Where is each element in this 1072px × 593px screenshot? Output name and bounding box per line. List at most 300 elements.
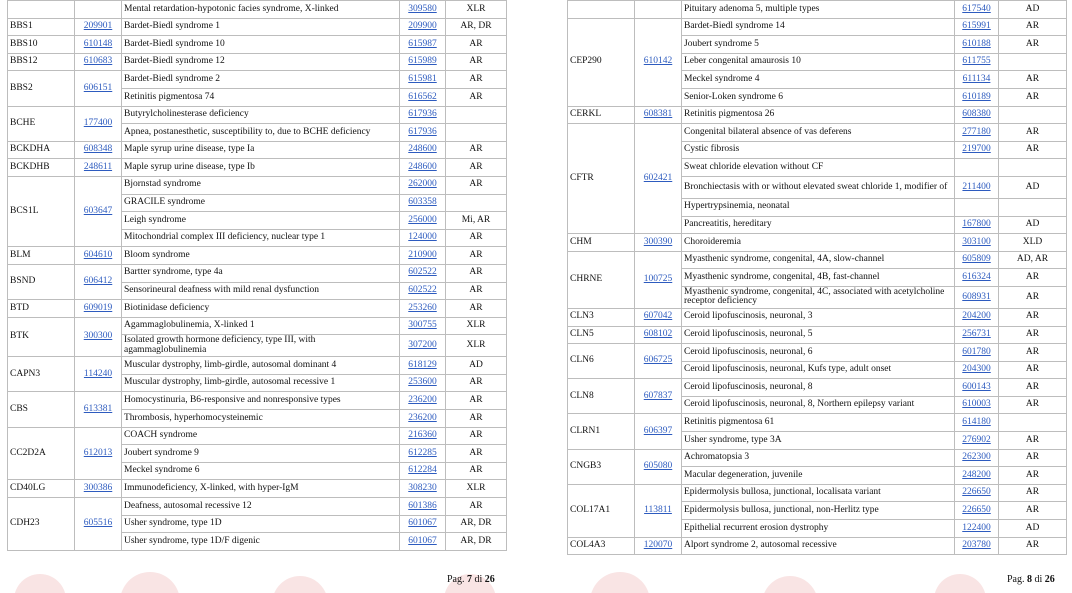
inheritance-cell: XLD — [999, 234, 1067, 252]
phenotype-cell: Bartter syndrome, type 4a — [122, 264, 400, 282]
phenotype-mim-cell — [955, 124, 999, 142]
gene-symbol-cell: BBS10 — [8, 36, 75, 54]
gene-mim-link[interactable]: 608381 — [643, 109, 673, 120]
gene-mim-link[interactable]: 177400 — [83, 117, 113, 128]
phenotype-cell: Senior-Loken syndrome 6 — [682, 88, 955, 106]
inheritance-cell — [999, 53, 1067, 71]
gene-mim-link[interactable]: 120070 — [643, 540, 673, 551]
inheritance-cell: AR — [999, 432, 1067, 450]
inheritance-cell: XLR — [446, 1, 507, 19]
gene-mim-cell — [75, 264, 122, 299]
gene-mim-cell — [635, 344, 682, 379]
phenotype-cell: Meckel syndrome 4 — [682, 71, 955, 89]
gene-mim-cell — [75, 498, 122, 551]
phenotype-mim-link[interactable]: 236200 — [408, 395, 437, 406]
phenotype-mim-link[interactable]: 204300 — [962, 364, 991, 375]
phenotype-mim-cell — [400, 515, 446, 533]
inheritance-cell: AR — [999, 484, 1067, 502]
phenotype-cell: Retinitis pigmentosa 61 — [682, 414, 955, 432]
phenotype-cell: Sensorineural deafness with mild renal dysfunction — [122, 282, 400, 300]
inheritance-cell — [999, 106, 1067, 124]
page-number: Pag. 8 di 26 — [1007, 574, 1055, 585]
phenotype-mim-cell — [400, 106, 446, 124]
phenotype-cell: Bloom syndrome — [122, 247, 400, 265]
table-row — [568, 326, 1067, 344]
gene-mim-cell — [635, 1, 682, 19]
inheritance-cell: AR — [446, 392, 507, 410]
phenotype-mim-link[interactable]: 615989 — [408, 56, 437, 67]
table-row — [568, 234, 1067, 252]
phenotype-mim-link[interactable]: 276902 — [962, 434, 991, 445]
table-row — [8, 18, 507, 36]
phenotype-mim-cell — [955, 361, 999, 379]
inheritance-cell: AR — [446, 462, 507, 480]
gene-mim-cell — [75, 317, 122, 357]
gene-mim-link[interactable]: 610683 — [83, 56, 113, 67]
gene-symbol-cell: CLN3 — [568, 308, 635, 326]
page-number: Pag. 7 di 26 — [447, 574, 495, 585]
inheritance-cell: AR — [999, 308, 1067, 326]
phenotype-mim-link[interactable]: 262000 — [408, 179, 437, 190]
phenotype-mim-cell — [955, 216, 999, 234]
phenotype-cell: Joubert syndrome 9 — [122, 445, 400, 463]
phenotype-mim-link[interactable]: 226650 — [962, 504, 991, 515]
phenotype-mim-cell — [400, 194, 446, 212]
gene-mim-link[interactable]: 602421 — [643, 172, 673, 183]
table-row — [8, 264, 507, 282]
gene-mim-link[interactable]: 605516 — [83, 518, 113, 529]
inheritance-cell: AR — [446, 498, 507, 516]
gene-symbol-cell: BLM — [8, 247, 75, 265]
phenotype-mim-link[interactable]: 253600 — [408, 377, 437, 388]
phenotype-mim-cell — [955, 379, 999, 397]
phenotype-mim-link[interactable]: 611755 — [962, 56, 991, 67]
phenotype-mim-link[interactable]: 256000 — [408, 214, 437, 225]
gene-symbol-cell: BTD — [8, 300, 75, 318]
gene-symbol-cell: CLN5 — [568, 326, 635, 344]
gene-mim-cell — [75, 427, 122, 480]
gene-mim-cell — [75, 106, 122, 141]
inheritance-cell: AD — [446, 357, 507, 375]
inheritance-cell: AR — [999, 18, 1067, 36]
phenotype-mim-link[interactable]: 610003 — [962, 399, 991, 410]
gene-mim-link[interactable]: 300386 — [83, 482, 113, 493]
gene-symbol-cell: BCHE — [8, 106, 75, 141]
phenotype-cell: Butyrylcholinesterase deficiency — [122, 106, 400, 124]
phenotype-mim-link[interactable]: 610189 — [962, 91, 991, 102]
phenotype-mim-cell — [955, 234, 999, 252]
phenotype-mim-cell — [400, 264, 446, 282]
phenotype-mim-cell — [400, 141, 446, 159]
inheritance-cell: AR — [999, 326, 1067, 344]
phenotype-mim-link[interactable]: 236200 — [408, 412, 437, 423]
phenotype-mim-link[interactable]: 211400 — [962, 181, 991, 192]
gene-mim-link[interactable]: 605080 — [643, 461, 673, 471]
gene-mim-link[interactable]: 609019 — [83, 302, 113, 313]
phenotype-mim-link[interactable]: 610188 — [962, 38, 991, 49]
table-row — [8, 36, 507, 54]
phenotype-mim-link[interactable]: 615987 — [408, 38, 437, 49]
phenotype-mim-link[interactable]: 204200 — [962, 311, 991, 322]
inheritance-cell: AR — [999, 344, 1067, 362]
phenotype-mim-link[interactable]: 601386 — [408, 500, 437, 511]
table-row — [8, 480, 507, 498]
gene-mim-cell — [635, 106, 682, 124]
phenotype-cell: Thrombosis, hyperhomocysteinemic — [122, 410, 400, 428]
phenotype-cell: Usher syndrome, type 3A — [682, 432, 955, 450]
phenotype-mim-link[interactable]: 616562 — [408, 91, 437, 102]
phenotype-mim-link[interactable]: 601780 — [962, 346, 991, 357]
gene-mim-cell — [75, 18, 122, 36]
gene-mim-link[interactable]: 248611 — [83, 161, 113, 172]
inheritance-cell: AR — [999, 286, 1067, 308]
gene-mim-link[interactable]: 100725 — [643, 274, 673, 285]
phenotype-mim-cell — [400, 480, 446, 498]
phenotype-cell: Mitochondrial complex III deficiency, nuclear type 1 — [122, 229, 400, 247]
gene-symbol-cell: BCKDHB — [8, 159, 75, 177]
gene-mim-cell — [635, 251, 682, 308]
gene-symbol-cell: BTK — [8, 317, 75, 357]
inheritance-cell — [999, 198, 1067, 216]
gene-mim-link[interactable]: 606412 — [83, 276, 113, 287]
inheritance-cell: AR — [446, 282, 507, 300]
phenotype-mim-cell — [400, 410, 446, 428]
phenotype-cell: Sweat chloride elevation without CF — [682, 159, 955, 177]
gene-mim-link[interactable]: 604610 — [83, 249, 113, 260]
phenotype-mim-link[interactable]: 615991 — [962, 21, 991, 32]
inheritance-cell: AR — [999, 396, 1067, 414]
inheritance-cell: XLR — [446, 480, 507, 498]
phenotype-cell: Immunodeficiency, X-linked, with hyper-IgM — [122, 480, 400, 498]
inheritance-cell: AR — [999, 71, 1067, 89]
phenotype-mim-link[interactable]: 605809 — [962, 254, 991, 265]
phenotype-cell: Ceroid lipofuscinosis, neuronal, 6 — [682, 344, 955, 362]
phenotype-cell: Bardet-Biedl syndrome 2 — [122, 71, 400, 89]
phenotype-mim-cell — [400, 1, 446, 19]
gene-symbol-cell — [8, 1, 75, 19]
phenotype-cell: Choroideremia — [682, 234, 955, 252]
inheritance-cell: AR — [446, 88, 507, 106]
inheritance-cell: AR — [446, 229, 507, 247]
phenotype-mim-link[interactable]: 618129 — [408, 359, 437, 370]
phenotype-mim-link[interactable]: 122400 — [962, 522, 991, 533]
inheritance-cell: Mi, AR — [446, 212, 507, 230]
inheritance-cell: AR — [446, 374, 507, 392]
phenotype-mim-cell — [400, 18, 446, 36]
gene-symbol-cell: BBS1 — [8, 18, 75, 36]
phenotype-cell: Achromatopsia 3 — [682, 449, 955, 467]
phenotype-cell: Ceroid lipofuscinosis, neuronal, Kufs type, adult onset — [682, 361, 955, 379]
phenotype-mim-link[interactable]: 614180 — [962, 417, 991, 428]
gene-symbol-cell: CC2D2A — [8, 427, 75, 480]
phenotype-mim-cell — [400, 392, 446, 410]
gene-symbol-cell: CLN6 — [568, 344, 635, 379]
inheritance-cell — [446, 124, 507, 142]
phenotype-mim-link[interactable]: 248600 — [408, 161, 437, 172]
gene-mim-cell — [635, 449, 682, 484]
phenotype-mim-link[interactable]: 612285 — [408, 447, 437, 458]
gene-mim-cell — [75, 176, 122, 246]
phenotype-mim-cell — [400, 282, 446, 300]
gene-mim-link[interactable]: 606151 — [83, 82, 113, 93]
gene-mim-cell — [635, 234, 682, 252]
phenotype-cell: Homocystinuria, B6-responsive and nonresponsive types — [122, 392, 400, 410]
phenotype-mim-link[interactable]: 602522 — [408, 285, 437, 296]
phenotype-mim-link[interactable]: 615981 — [408, 73, 437, 84]
phenotype-mim-link[interactable]: 603358 — [408, 197, 437, 208]
table-row — [8, 317, 507, 335]
phenotype-cell: Hypertrypsinemia, neonatal — [682, 198, 955, 216]
gene-mim-link[interactable]: 608348 — [83, 144, 113, 155]
phenotype-mim-link[interactable]: 617540 — [962, 3, 991, 14]
inheritance-cell: AR — [446, 264, 507, 282]
phenotype-mim-cell — [955, 1, 999, 19]
phenotype-mim-cell — [400, 374, 446, 392]
inheritance-cell — [999, 414, 1067, 432]
table-row — [8, 1, 507, 19]
phenotype-mim-cell — [955, 251, 999, 269]
gene-mim-cell — [75, 300, 122, 318]
phenotype-mim-link[interactable]: 124000 — [408, 232, 437, 243]
gene-table — [567, 0, 1067, 555]
phenotype-mim-link[interactable]: 616324 — [962, 271, 991, 282]
inheritance-cell: AR — [999, 141, 1067, 159]
phenotype-cell: GRACILE syndrome — [122, 194, 400, 212]
phenotype-cell: Congenital bilateral absence of vas deferens — [682, 124, 955, 142]
phenotype-mim-cell — [955, 71, 999, 89]
table-row — [8, 357, 507, 375]
gene-mim-link[interactable]: 209901 — [83, 21, 113, 32]
gene-symbol-cell: CFTR — [568, 124, 635, 234]
table-row — [8, 247, 507, 265]
phenotype-cell: Bardet-Biedl syndrome 14 — [682, 18, 955, 36]
gene-mim-link[interactable]: 610142 — [643, 56, 673, 67]
gene-mim-link[interactable]: 300300 — [83, 331, 113, 342]
gene-mim-cell — [75, 71, 122, 106]
gene-mim-cell — [75, 36, 122, 54]
gene-table-body — [568, 1, 1067, 555]
phenotype-cell: Myasthenic syndrome, congenital, 4A, slow-channel — [682, 251, 955, 269]
phenotype-mim-link[interactable]: 307200 — [408, 340, 437, 351]
phenotype-mim-cell — [955, 414, 999, 432]
gene-symbol-cell: CD40LG — [8, 480, 75, 498]
phenotype-mim-cell — [400, 159, 446, 177]
phenotype-mim-link[interactable]: 248200 — [962, 469, 991, 480]
gene-mim-link[interactable]: 608102 — [643, 329, 673, 340]
gene-mim-cell — [75, 357, 122, 392]
phenotype-mim-cell — [955, 159, 999, 177]
table-row — [568, 449, 1067, 467]
phenotype-cell: Biotinidase deficiency — [122, 300, 400, 318]
phenotype-mim-link[interactable]: 602522 — [408, 267, 437, 278]
inheritance-cell: AR — [446, 159, 507, 177]
phenotype-cell: Retinitis pigmentosa 74 — [122, 88, 400, 106]
gene-mim-cell — [75, 53, 122, 71]
gene-mim-cell — [635, 18, 682, 106]
gene-mim-link[interactable]: 300390 — [643, 236, 673, 247]
inheritance-cell: AR, DR — [446, 533, 507, 551]
phenotype-cell: Mental retardation-hypotonic facies syndrome, X-linked — [122, 1, 400, 19]
phenotype-mim-cell — [400, 88, 446, 106]
gene-symbol-cell: CDH23 — [8, 498, 75, 551]
table-row — [568, 379, 1067, 397]
gene-symbol-cell: CBS — [8, 392, 75, 427]
gene-mim-cell — [635, 414, 682, 449]
inheritance-cell: AD — [999, 216, 1067, 234]
phenotype-mim-link[interactable]: 300755 — [408, 320, 437, 331]
phenotype-cell: Maple syrup urine disease, type Ib — [122, 159, 400, 177]
gene-mim-link[interactable]: 607837 — [643, 390, 673, 401]
phenotype-cell: Ceroid lipofuscinosis, neuronal, 8, Northern epilepsy variant — [682, 396, 955, 414]
table-row — [8, 300, 507, 318]
inheritance-cell: AD — [999, 1, 1067, 19]
gene-symbol-cell: COL17A1 — [568, 484, 635, 537]
phenotype-mim-link[interactable]: 253260 — [408, 302, 437, 313]
gene-mim-link[interactable]: 606725 — [643, 355, 673, 366]
phenotype-mim-cell — [400, 533, 446, 551]
phenotype-mim-link[interactable]: 209900 — [408, 21, 437, 32]
phenotype-mim-link[interactable]: 303100 — [962, 236, 991, 247]
phenotype-mim-link[interactable]: 608931 — [962, 291, 991, 302]
gene-mim-link[interactable]: 613381 — [83, 403, 113, 414]
phenotype-mim-cell — [955, 269, 999, 287]
inheritance-cell: AD — [999, 520, 1067, 538]
phenotype-cell: Epithelial recurrent erosion dystrophy — [682, 520, 955, 538]
phenotype-mim-link[interactable]: 608380 — [962, 109, 991, 120]
gene-mim-link[interactable]: 114240 — [83, 368, 113, 379]
phenotype-mim-cell — [955, 344, 999, 362]
phenotype-mim-link[interactable]: 601067 — [408, 518, 437, 529]
page-left — [7, 0, 506, 585]
table-row — [568, 537, 1067, 555]
phenotype-mim-link[interactable]: 600143 — [962, 381, 991, 392]
phenotype-mim-link[interactable]: 226650 — [962, 487, 991, 498]
inheritance-cell — [446, 106, 507, 124]
gene-mim-link[interactable]: 113811 — [644, 504, 672, 515]
gene-mim-cell — [635, 379, 682, 414]
inheritance-cell: AR — [999, 88, 1067, 106]
inheritance-cell: AR — [999, 467, 1067, 485]
phenotype-cell: Ceroid lipofuscinosis, neuronal, 8 — [682, 379, 955, 397]
phenotype-mim-cell — [955, 106, 999, 124]
phenotype-mim-cell — [955, 198, 999, 216]
inheritance-cell: AR — [446, 445, 507, 463]
inheritance-cell: AR — [446, 53, 507, 71]
gene-mim-link[interactable]: 606397 — [643, 425, 673, 436]
phenotype-mim-cell — [955, 520, 999, 538]
phenotype-mim-link[interactable]: 210900 — [408, 249, 437, 260]
phenotype-mim-cell — [400, 498, 446, 516]
gene-mim-cell — [75, 480, 122, 498]
table-row — [568, 106, 1067, 124]
phenotype-mim-cell — [400, 445, 446, 463]
inheritance-cell: AR — [446, 141, 507, 159]
phenotype-mim-link[interactable]: 308230 — [408, 482, 437, 493]
table-row — [8, 71, 507, 89]
phenotype-mim-link[interactable]: 617936 — [408, 126, 437, 137]
phenotype-cell: Leber congenital amaurosis 10 — [682, 53, 955, 71]
inheritance-cell: AR — [999, 537, 1067, 555]
inheritance-cell: AR — [999, 379, 1067, 397]
phenotype-mim-cell — [955, 537, 999, 555]
phenotype-mim-link[interactable]: 611134 — [962, 73, 991, 84]
phenotype-mim-link[interactable]: 309580 — [408, 3, 437, 14]
phenotype-mim-cell — [955, 308, 999, 326]
phenotype-cell: Macular degeneration, juvenile — [682, 467, 955, 485]
table-row — [8, 106, 507, 124]
table-row — [8, 53, 507, 71]
phenotype-mim-cell — [955, 484, 999, 502]
phenotype-mim-cell — [955, 449, 999, 467]
gene-mim-link[interactable]: 603647 — [83, 205, 113, 216]
phenotype-cell: Retinitis pigmentosa 26 — [682, 106, 955, 124]
table-row — [568, 124, 1067, 142]
gene-mim-link[interactable]: 610148 — [83, 38, 113, 49]
table-row — [568, 1, 1067, 19]
gene-symbol-cell: CAPN3 — [8, 357, 75, 392]
phenotype-cell: Myasthenic syndrome, congenital, 4C, associated with acetylcholine receptor deficiency — [682, 286, 955, 308]
phenotype-mim-cell — [400, 53, 446, 71]
phenotype-cell: COACH syndrome — [122, 427, 400, 445]
inheritance-cell — [999, 159, 1067, 177]
gene-symbol-cell: CLN8 — [568, 379, 635, 414]
phenotype-mim-link[interactable]: 617936 — [408, 109, 437, 120]
gene-mim-cell — [75, 392, 122, 427]
gene-symbol-cell: CEP290 — [568, 18, 635, 106]
phenotype-mim-link[interactable]: 256731 — [962, 329, 991, 340]
phenotype-cell: Bardet-Biedl syndrome 12 — [122, 53, 400, 71]
phenotype-mim-link[interactable]: 262300 — [962, 452, 991, 463]
phenotype-mim-cell — [955, 18, 999, 36]
phenotype-mim-cell — [400, 357, 446, 375]
inheritance-cell: AR — [999, 269, 1067, 287]
table-row — [8, 427, 507, 445]
phenotype-mim-link[interactable]: 216360 — [408, 430, 437, 441]
gene-symbol-cell: BCS1L — [8, 176, 75, 246]
phenotype-mim-link[interactable]: 248600 — [408, 144, 437, 155]
phenotype-mim-cell — [400, 229, 446, 247]
phenotype-mim-cell — [400, 124, 446, 142]
phenotype-mim-link[interactable]: 277180 — [962, 126, 991, 137]
phenotype-cell: Bardet-Biedl syndrome 1 — [122, 18, 400, 36]
phenotype-cell: Agammaglobulinemia, X-linked 1 — [122, 317, 400, 335]
phenotype-cell: Leigh syndrome — [122, 212, 400, 230]
inheritance-cell: AR — [999, 36, 1067, 54]
phenotype-mim-cell — [400, 300, 446, 318]
phenotype-mim-link[interactable]: 219700 — [962, 144, 991, 155]
gene-mim-cell — [635, 537, 682, 555]
table-row — [568, 344, 1067, 362]
phenotype-mim-link[interactable]: 601067 — [408, 535, 437, 546]
gene-symbol-cell: CERKL — [568, 106, 635, 124]
table-row — [8, 392, 507, 410]
phenotype-mim-link[interactable]: 612284 — [408, 465, 437, 476]
gene-mim-link[interactable]: 612013 — [83, 447, 113, 458]
phenotype-mim-cell — [955, 141, 999, 159]
inheritance-cell: AR — [446, 71, 507, 89]
gene-symbol-cell: BBS2 — [8, 71, 75, 106]
gene-symbol-cell: BBS12 — [8, 53, 75, 71]
gene-mim-cell — [75, 1, 122, 19]
phenotype-cell: Maple syrup urine disease, type Ia — [122, 141, 400, 159]
phenotype-mim-link[interactable]: 167800 — [962, 219, 991, 230]
phenotype-cell: Ceroid lipofuscinosis, neuronal, 3 — [682, 308, 955, 326]
table-row — [568, 484, 1067, 502]
gene-mim-link[interactable]: 607042 — [643, 311, 673, 322]
table-row — [568, 308, 1067, 326]
phenotype-mim-link[interactable]: 203780 — [962, 540, 991, 551]
inheritance-cell: AR — [446, 176, 507, 194]
